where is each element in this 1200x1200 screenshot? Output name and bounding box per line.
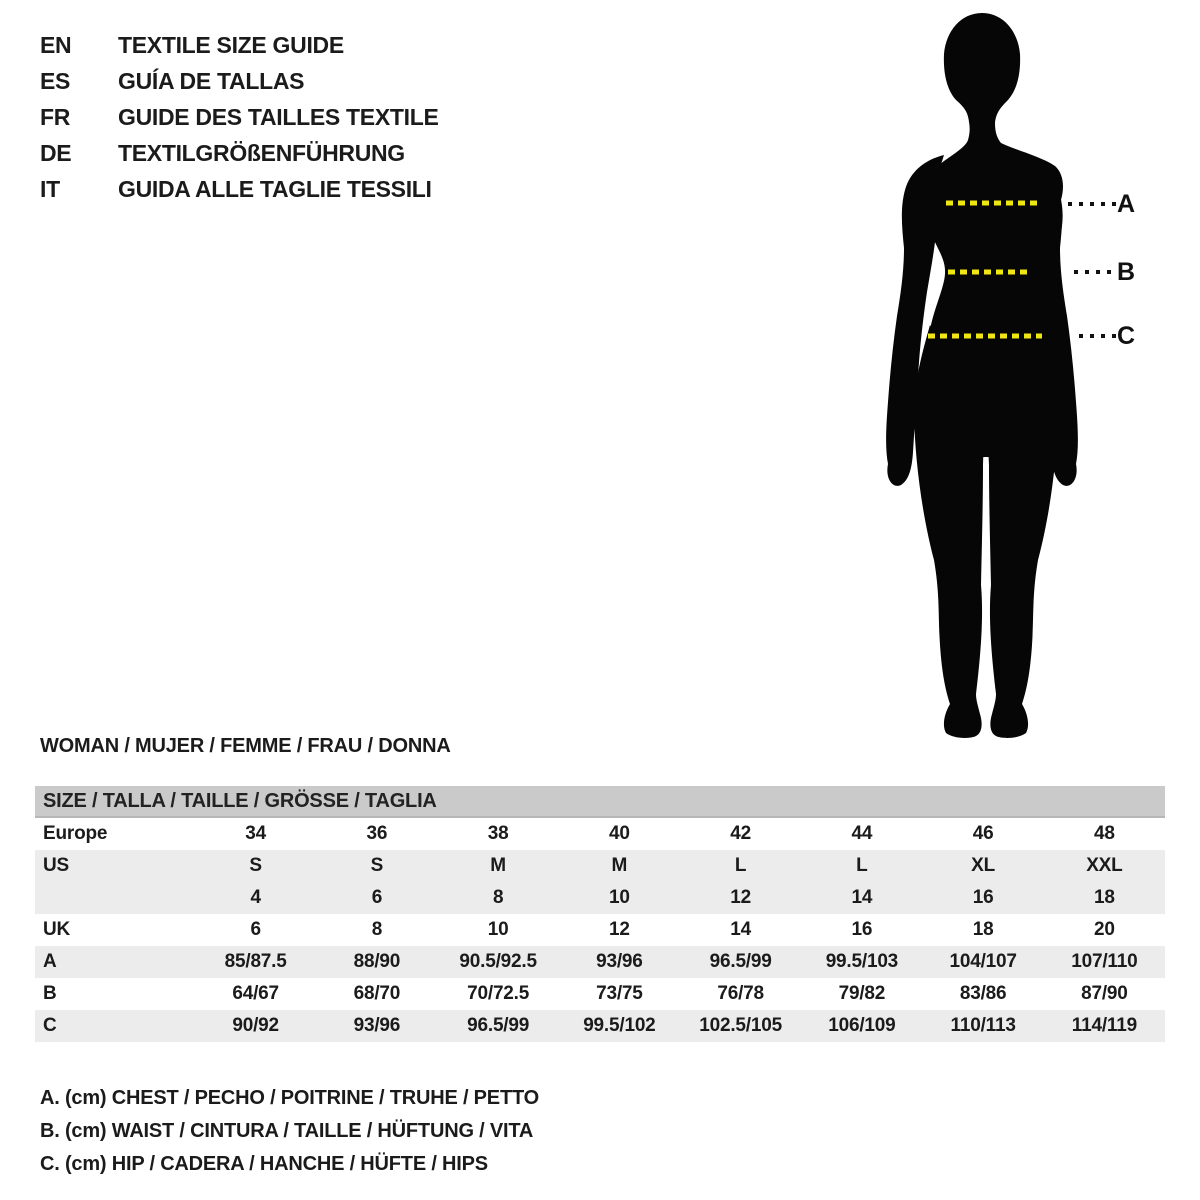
size-table-row-us-numeric <box>35 882 1165 914</box>
size-cell: 6 <box>250 919 261 940</box>
row-label: A <box>43 951 57 972</box>
row-label: UK <box>43 919 71 940</box>
size-cell: 88/90 <box>353 951 401 972</box>
size-cell: 40 <box>609 823 630 844</box>
size-table-row-hip <box>35 1010 1165 1042</box>
language-title: GUIDE DES TAILLES TEXTILE <box>118 103 439 130</box>
size-cell: 16 <box>972 887 994 908</box>
size-cell: 87/90 <box>1081 983 1128 1004</box>
size-cell: L <box>734 855 747 876</box>
size-cell: 8 <box>492 887 504 908</box>
size-cell: S <box>370 855 384 876</box>
figure-marker-b: B <box>1116 258 1136 286</box>
size-table-row-waist <box>35 978 1165 1010</box>
size-cell: 73/75 <box>596 983 643 1004</box>
size-table <box>35 786 1165 1042</box>
size-cell: 6 <box>371 887 383 908</box>
language-code: DE <box>40 139 72 166</box>
language-row-de <box>40 135 439 171</box>
gender-heading: WOMAN / MUJER / FEMME / FRAU / DONNA <box>40 735 451 757</box>
size-cell: 102.5/105 <box>699 1015 782 1036</box>
figure-marker-c: C <box>1116 322 1136 350</box>
row-label: Europe <box>43 823 108 844</box>
size-cell: 90.5/92.5 <box>459 951 537 972</box>
size-cell: 99.5/102 <box>583 1015 656 1036</box>
size-cell: 36 <box>366 823 388 844</box>
size-cell: M <box>490 855 506 876</box>
size-cell: 70/72.5 <box>467 983 530 1004</box>
size-table-row-us <box>35 850 1165 882</box>
language-code: ES <box>40 67 71 94</box>
size-cell: 99.5/103 <box>825 951 899 972</box>
language-title: TEXTILGRÖßENFÜHRUNG <box>118 139 405 166</box>
marker-connectors <box>1068 204 1116 336</box>
language-row-it <box>40 171 439 207</box>
size-cell: 110/113 <box>950 1015 1016 1036</box>
size-cell: 18 <box>1094 887 1115 908</box>
size-cell: 46 <box>972 823 994 844</box>
size-cell: 64/67 <box>232 983 279 1004</box>
language-title: TEXTILE SIZE GUIDE <box>118 31 344 58</box>
size-table-header: SIZE / TALLA / TAILLE / GRÖSSE / TAGLIA <box>35 786 1165 818</box>
language-title: GUÍA DE TALLAS <box>118 67 305 94</box>
size-cell: 20 <box>1094 919 1115 940</box>
size-cell: 10 <box>609 887 630 908</box>
size-cell: 16 <box>851 919 873 940</box>
language-row-es <box>40 63 439 99</box>
size-cell: 93/96 <box>353 1015 401 1036</box>
size-cell: 76/78 <box>717 983 764 1004</box>
size-table-row-europe <box>35 818 1165 850</box>
size-cell: 96.5/99 <box>467 1015 530 1036</box>
size-cell: 14 <box>730 919 751 940</box>
figure-marker-a: A <box>1116 190 1136 218</box>
row-label: C <box>43 1015 57 1036</box>
size-cell: 85/87.5 <box>224 951 287 972</box>
measurement-figure <box>858 0 1170 762</box>
size-cell: 38 <box>487 823 509 844</box>
size-cell: 12 <box>609 919 630 940</box>
size-cell: 79/82 <box>838 983 886 1004</box>
size-cell: S <box>249 855 262 876</box>
legend-line-hip: C. (cm) HIP / CADERA / HANCHE / HÜFTE / HIPS <box>40 1153 488 1175</box>
size-cell: XXL <box>1086 855 1123 876</box>
size-cell: 44 <box>851 823 873 844</box>
woman-silhouette-icon <box>858 0 1170 762</box>
size-cell: 10 <box>487 919 509 940</box>
measurement-legend <box>40 1082 539 1181</box>
size-cell: 106/109 <box>828 1015 896 1036</box>
size-cell: 4 <box>250 887 261 908</box>
size-cell: 93/96 <box>596 951 643 972</box>
language-code: FR <box>40 103 71 130</box>
size-table-row-chest <box>35 946 1165 978</box>
size-cell: 48 <box>1094 823 1115 844</box>
size-cell: 12 <box>730 887 751 908</box>
size-cell: 42 <box>730 823 751 844</box>
language-code: EN <box>40 31 72 58</box>
size-cell: 14 <box>851 887 873 908</box>
row-label: US <box>43 855 69 876</box>
language-code: IT <box>40 175 60 202</box>
size-cell: 18 <box>972 919 994 940</box>
row-label: B <box>43 983 57 1004</box>
size-cell: 107/110 <box>1071 951 1138 972</box>
size-cell: 96.5/99 <box>709 951 772 972</box>
size-cell: 8 <box>371 919 383 940</box>
size-cell: L <box>856 855 868 876</box>
size-cell: 90/92 <box>232 1015 279 1036</box>
language-title-list <box>40 27 439 207</box>
size-cell: 83/86 <box>959 983 1007 1004</box>
size-cell: 68/70 <box>353 983 401 1004</box>
language-row-fr <box>40 99 439 135</box>
size-cell: M <box>611 855 628 876</box>
size-cell: 114/119 <box>1071 1015 1137 1036</box>
size-cell: 34 <box>245 823 266 844</box>
size-cell: 104/107 <box>949 951 1017 972</box>
language-title: GUIDA ALLE TAGLIE TESSILI <box>118 175 432 202</box>
legend-line-chest: A. (cm) CHEST / PECHO / POITRINE / TRUHE / PETTO <box>40 1087 539 1109</box>
size-table-row-uk <box>35 914 1165 946</box>
language-row-en <box>40 27 439 63</box>
legend-line-waist: B. (cm) WAIST / CINTURA / TAILLE / HÜFTUNG / VITA <box>40 1120 534 1142</box>
size-cell: XL <box>971 855 996 876</box>
